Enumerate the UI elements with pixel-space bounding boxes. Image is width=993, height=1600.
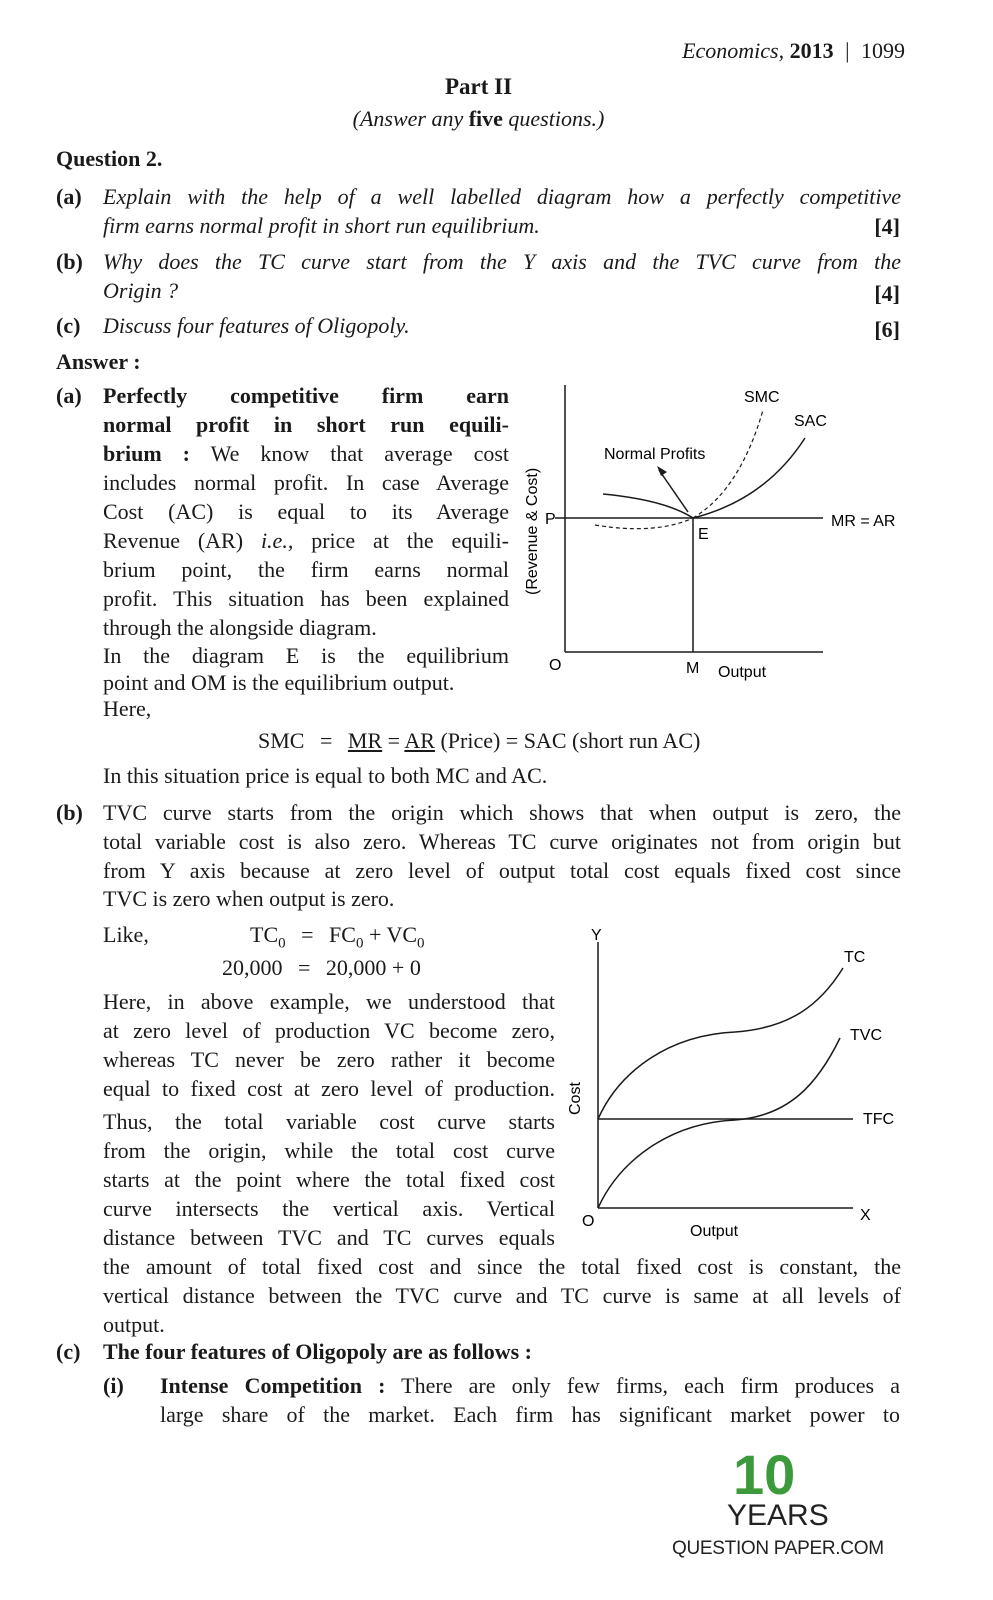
eq-rest: (Price) = SAC (short run AC) (440, 728, 701, 753)
answer-b-para-line5: Thus, the total variable cost curve starts (103, 1109, 555, 1134)
diagram2-tc-curve (598, 968, 843, 1119)
answer-title: Answer : (56, 349, 141, 374)
answer-a-line10: In the diagram E is the equilibrium (103, 643, 509, 668)
answer-c-i-heading: Intense Competition : (160, 1373, 386, 1398)
question-b-line1: Why does the TC curve start from the Y axis and the TVC curve from the (103, 249, 901, 274)
diagram1-x-axis-label: Output (718, 664, 767, 681)
answer-b-line1: TVC curve starts from the origin which shows that when output is zero, the (103, 800, 901, 825)
diagram2-o-label: O (582, 1213, 595, 1230)
eq2-equals: = (298, 955, 311, 980)
answer-a-line3 (103, 441, 509, 467)
answer-b-para-line9: distance between TVC and TC curves equals (103, 1225, 555, 1250)
diagram1-y-axis-label: (Revenue & Cost) (524, 467, 541, 595)
diagram-cost-curves (560, 920, 920, 1250)
eq1-equals: = (301, 922, 314, 947)
question-b-marks: [4] (874, 281, 900, 306)
answer-a-line6 (103, 528, 509, 554)
page-number: 1099 (861, 38, 905, 63)
answer-b-para-line8: curve intersects the vertical axis. Vertical (103, 1196, 555, 1221)
question-c-line1: Discuss four features of Oligopoly. (103, 313, 410, 338)
diagram2-tc-label: TC (844, 949, 866, 966)
diagram1-m-label: M (686, 660, 700, 677)
answer-a-heading-line2: normal profit in short run equili- (103, 412, 509, 437)
part-title: Part II (444, 74, 513, 99)
eq1-vc: + VC (363, 922, 418, 947)
answer-a-label: (a) (56, 383, 82, 408)
diagram1-e-label: E (698, 526, 709, 543)
instruction-bold: five (468, 106, 503, 131)
diagram2-tvc-curve (598, 1038, 840, 1208)
diagram1-smc-curve (693, 410, 763, 518)
answer-c-i-line1-rest: There are only few firms, each firm produces a (385, 1373, 900, 1398)
answer-b-para-line2: at zero level of production VC become zero, (103, 1018, 555, 1043)
eq1-fc: FC (329, 922, 356, 947)
answer-b-para-line1: Here, in above example, we understood that (103, 989, 555, 1014)
answer-a-heading-line1: Perfectly competitive firm earn (103, 383, 509, 408)
diagram2-x-label: X (860, 1207, 871, 1224)
equation-tc (250, 922, 425, 952)
equation-smc (258, 728, 700, 754)
diagram2-tvc-label: TVC (850, 1027, 882, 1044)
diagram1-sac-label: SAC (794, 413, 827, 430)
instruction-pre: (Answer any (352, 106, 469, 131)
header-year: 2013 (789, 38, 834, 63)
diagram1-p-label: P (545, 511, 556, 528)
diagram1-smc-label: SMC (744, 389, 780, 406)
instruction-post: questions.) (502, 106, 605, 131)
watermark-site: QUESTION PAPER.COM (672, 1538, 884, 1559)
question-a-line1: Explain with the help of a well labelled diagram how a perfectly competitive (103, 184, 901, 209)
diagram2-output-label: Output (690, 1223, 739, 1240)
answer-b-para-line7: starts at the point where the total fixed cost (103, 1167, 555, 1192)
answer-a-line6-italic: i.e., (260, 528, 294, 553)
answer-b-para-line6: from the origin, while the total cost curve (103, 1138, 555, 1163)
answer-a-line7: brium point, the firm earns normal (103, 557, 509, 582)
question-b-line2: Origin ? (103, 278, 179, 303)
answer-a-line12: Here, (103, 696, 152, 721)
diagram1-arrowhead (657, 466, 667, 476)
answer-b-para-line10: the amount of total fixed cost and since the total fixed cost is constant, the (103, 1254, 901, 1279)
answer-c-i-line2: large share of the market. Each firm has significant market power to (160, 1402, 900, 1427)
eq1-vc-sub: 0 (417, 935, 425, 952)
eq1-tc-sub: 0 (278, 935, 286, 952)
eq1-tc: TC (250, 922, 279, 947)
header-separator: | (845, 38, 850, 63)
answer-a-line3-rest: We know that average cost (190, 441, 510, 466)
header-subject: Economics, (682, 38, 785, 63)
answer-b-line3: from Y axis because at zero level of output total cost equals fixed cost since (103, 858, 901, 883)
diagram2-y-label: Y (591, 927, 602, 944)
answer-a-line6-post: price at the equili- (293, 528, 509, 553)
answer-b-para-line4: equal to fixed cost at zero level of production. (103, 1076, 555, 1101)
question-title: Question 2. (56, 146, 163, 171)
part-instruction (0, 106, 957, 132)
equation-values (222, 955, 421, 981)
eq-equals1: = (319, 728, 333, 753)
eq-equals2: = (387, 728, 401, 753)
answer-a-line6-pre: Revenue (AR) (103, 528, 261, 553)
diagram1-o-label: O (549, 657, 562, 674)
answer-a-line8: profit. This situation has been explained (103, 586, 509, 611)
eq-mr: MR (347, 728, 383, 753)
eq-smc: SMC (258, 728, 305, 753)
question-b-label: (b) (56, 249, 83, 274)
answer-a-line4: includes normal profit. In case Average (103, 470, 509, 495)
diagram1-mr-ar-label: MR = AR (831, 513, 896, 530)
diagram-normal-profit (515, 380, 915, 690)
diagram1-normal-profits-label: Normal Profits (604, 446, 706, 463)
answer-b-line2: total variable cost is also zero. Whereas TC curve originates not from origin but (103, 829, 901, 854)
answer-b-para-line11: vertical distance between the TVC curve and TC curve is same at all levels of (103, 1283, 901, 1308)
answer-b-line4: TVC is zero when output is zero. (103, 886, 395, 911)
question-c-label: (c) (56, 313, 81, 338)
answer-c-heading: The four features of Oligopoly are as follows : (103, 1339, 532, 1364)
question-a-marks: [4] (874, 214, 900, 239)
answer-a-heading-line3: brium : (103, 441, 190, 466)
question-a-line2: firm earns normal profit in short run equilibrium. (103, 213, 540, 238)
diagram1-sac-dashed (595, 518, 693, 529)
answer-b-label: (b) (56, 800, 83, 825)
eq2-rhs: 20,000 + 0 (325, 955, 421, 980)
running-header (682, 38, 905, 64)
eq2-lhs: 20,000 (222, 955, 283, 980)
answer-a-line5: Cost (AC) is equal to its Average (103, 499, 509, 524)
answer-b-para-line12: output. (103, 1312, 165, 1337)
eq1-fc-sub: 0 (355, 935, 364, 952)
diagram2-cost-label: Cost (567, 1082, 584, 1115)
answer-c-label: (c) (56, 1339, 81, 1364)
answer-b-para-line3: whereas TC never be zero rather it become (103, 1047, 555, 1072)
answer-c-i-label: (i) (103, 1373, 124, 1398)
watermark-number: 10 (733, 1443, 796, 1506)
answer-a-line9: through the alongside diagram. (103, 615, 377, 640)
answer-a-line11: point and OM is the equilibrium output. (103, 670, 455, 695)
answer-c-i-line1 (160, 1373, 900, 1399)
diagram2-tfc-label: TFC (863, 1111, 895, 1128)
watermark-years: YEARS (727, 1499, 829, 1532)
like-label: Like, (103, 922, 149, 947)
answer-a-conclusion: In this situation price is equal to both MC and AC. (103, 763, 548, 788)
eq-ar: AR (404, 728, 435, 753)
question-c-marks: [6] (874, 317, 900, 342)
question-a-label: (a) (56, 184, 82, 209)
